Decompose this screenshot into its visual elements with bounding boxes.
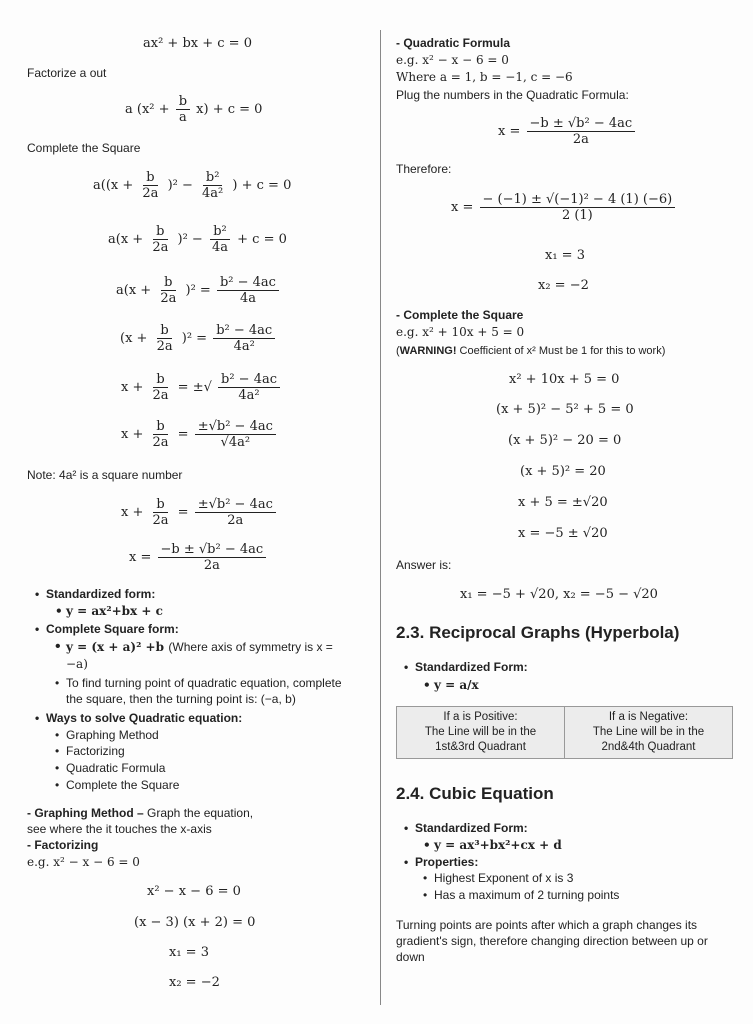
note-square-number: Note: 4a² is a square number	[27, 468, 183, 482]
hyperbola-negative-cell: If a is Negative: The Line will be in the 2nd&4th Quadrant	[565, 707, 733, 759]
ways-label: • Ways to solve Quadratic equation:	[46, 711, 242, 725]
turning-points-text: gradient's sign, therefore changing direction between up or	[396, 934, 708, 948]
qf-where: Where a = 1, b = −1, c = −6	[396, 70, 573, 84]
qf-root-1: x₁ = 3	[545, 248, 585, 263]
sec24-property: • Highest Exponent of x is 3	[434, 871, 573, 885]
qf-heading: - Quadratic Formula	[396, 36, 511, 50]
turning-points-text: Turning points are points after which a graph changes its	[396, 918, 698, 932]
answer-label: Answer is:	[396, 558, 452, 572]
factorize-label: Factorize a out	[27, 66, 107, 80]
cs-heading: - Complete the Square	[396, 308, 524, 322]
factorizing-step: x₁ = 3	[169, 945, 209, 960]
therefore-label: Therefore:	[396, 162, 452, 176]
graphing-method-text: - Graphing Method – Graph the equation,	[27, 806, 254, 820]
hyperbola-positive-cell: If a is Positive: The Line will be in the 1st&3rd Quadrant	[397, 707, 565, 759]
way-item: • Graphing Method	[66, 728, 159, 742]
quadratic-formula-derived: x = $\frac{\text{−b ± √b² − 4ac}}{2a}$	[129, 542, 268, 573]
way-item: • Quadratic Formula	[66, 761, 165, 775]
cs-step: x + 5 = ±√20	[518, 495, 608, 510]
cs-step: (x + 5)² = 20	[520, 464, 606, 479]
graphing-method-text-cont: see where the it touches the x-axis	[27, 822, 212, 836]
sec24-prop-label: • Properties:	[415, 855, 478, 869]
section-2-3-title: 2.3. Reciprocal Graphs (Hyperbola)	[396, 623, 680, 642]
cs-step-2: a(x + $\frac{b}{2a}$ )² − $\frac{\text{b²}}{4a}$ + c = 0	[108, 224, 287, 255]
qf-plug: Plug the numbers in the Quadratic Formula:	[396, 88, 629, 102]
factorizing-step: (x − 3) (x + 2) = 0	[134, 915, 256, 930]
column-divider	[380, 30, 381, 1005]
turning-points-text: down	[396, 950, 425, 964]
cs-step: x = −5 ± √20	[518, 526, 608, 541]
cs-step-1: a((x + $\frac{b}{2a}$ )² − $\frac{\text{b²}}{\text{4a²}}$ ) + c = 0	[93, 170, 292, 201]
cs-form-note-cont: −a)	[66, 657, 88, 671]
cs-step-7: x + $\frac{b}{2a}$ = $\frac{\text{±√b² − 4ac}}{2a}$	[121, 497, 278, 528]
way-item: • Complete the Square	[66, 778, 179, 792]
std-form-label: • Standardized form:	[46, 587, 155, 601]
sec24-property: • Has a maximum of 2 turning points	[434, 888, 619, 902]
sec24-std-label: • Standardized Form:	[415, 821, 528, 835]
cs-warning: (WARNING! Coefficient of x² Must be 1 for this to work)	[396, 345, 666, 357]
section-2-4-title: 2.4. Cubic Equation	[396, 784, 554, 803]
turning-point-note-cont: the square, then the turning point is: (−a, b)	[66, 692, 296, 706]
factored-equation: a (x² + $\frac{b}{a}$ x) + c = 0	[125, 94, 263, 125]
factorizing-step: x² − x − 6 = 0	[147, 884, 241, 899]
qf-formula: x = $\frac{\text{−b ± √b² − 4ac}}{2a}$	[498, 116, 637, 147]
sec23-std-label: • Standardized Form:	[415, 660, 528, 674]
cs-example: e.g. x² + 10x + 5 = 0	[396, 325, 525, 339]
turning-point-note: • To find turning point of quadratic equation, complete	[66, 676, 342, 690]
cs-step: (x + 5)² − 5² + 5 = 0	[496, 402, 634, 417]
qf-example: e.g. x² − x − 6 = 0	[396, 53, 509, 67]
factorizing-heading: - Factorizing	[27, 838, 99, 852]
answer-equation: x₁ = −5 + √20, x₂ = −5 − √20	[460, 587, 658, 602]
sec24-std-eq: • y = ax³+bx²+cx + d	[434, 837, 562, 853]
cs-form-row: • y = (x + a)² +b (Where axis of symmetry is x =	[66, 638, 333, 656]
hyperbola-table	[396, 706, 733, 759]
cs-step-6: x + $\frac{b}{2a}$ = $\frac{\text{±√b² − 4ac}}{\text{√4a²}}$	[121, 419, 278, 450]
quadratic-equation: ax² + bx + c = 0	[143, 36, 252, 51]
cs-step: (x + 5)² − 20 = 0	[508, 433, 622, 448]
std-form-eq: • y = ax²+bx + c	[66, 603, 163, 619]
cs-step-4: (x + $\frac{b}{2a}$ )² = $\frac{\text{b² − 4ac}}{\text{4a²}}$	[120, 323, 277, 354]
complete-square-label: Complete the Square	[27, 141, 141, 155]
factorizing-example: e.g. x² − x − 6 = 0	[27, 855, 140, 869]
cs-form-label: • Complete Square form:	[46, 622, 179, 636]
qf-substituted: x = $\frac{\text{− (−1) ± √(−1)² − 4 (1) (−6)}}{2 (1)}$	[451, 192, 677, 223]
cs-step: x² + 10x + 5 = 0	[509, 372, 620, 387]
qf-root-2: x₂ = −2	[538, 278, 589, 293]
way-item: • Factorizing	[66, 744, 125, 758]
factorizing-step: x₂ = −2	[169, 975, 220, 990]
cs-step-5: x + $\frac{b}{2a}$ = ±√ $\frac{\text{b² − 4ac}}{\text{4a²}}$	[121, 372, 282, 403]
cs-step-3: a(x + $\frac{b}{2a}$ )² = $\frac{\text{b² − 4ac}}{4a}$	[116, 275, 281, 306]
sec23-std-eq: • y = a/x	[434, 677, 479, 693]
